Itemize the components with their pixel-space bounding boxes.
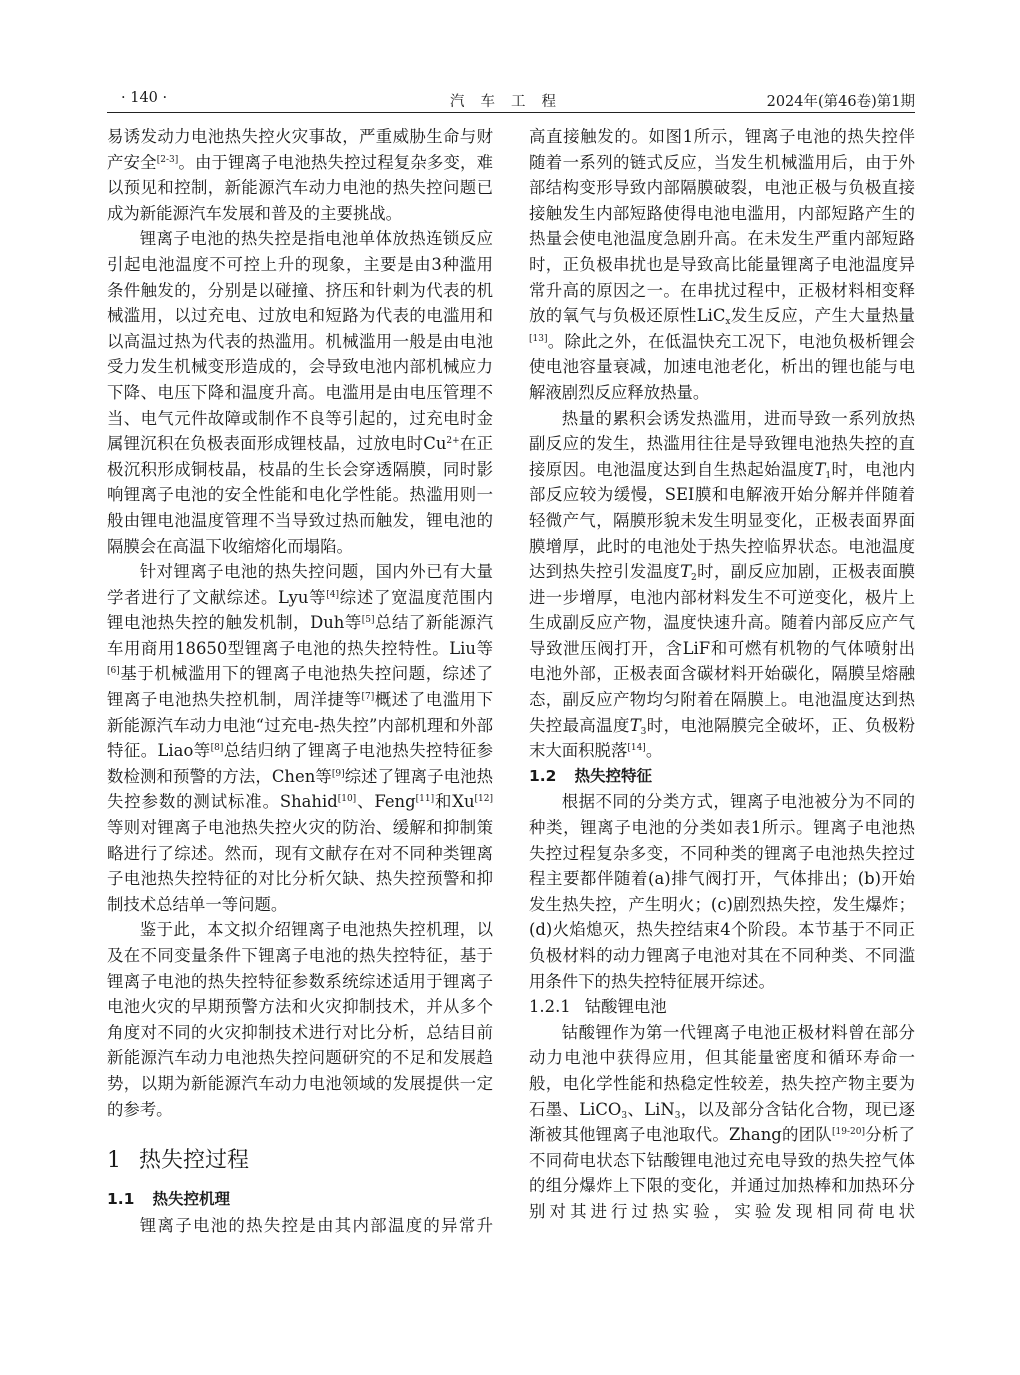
body-paragraph — [107, 917, 493, 1122]
heading-title: 钴酸锂电池 — [584, 997, 667, 1017]
text-run: ，以及部分含钴化合物，现已逐渐被其他锂离子电池取代。Zhang的团队 — [529, 1099, 916, 1145]
heading-title: 热失控过程 — [139, 1148, 250, 1174]
superscript: [14] — [627, 743, 646, 754]
text-run: 时，电池隔膜完全破坏，正、负极粉末大面积脱落 — [529, 715, 916, 761]
superscript: [4] — [326, 589, 340, 600]
text-run: 发生反应，产生大量热量 — [730, 306, 915, 326]
body-paragraph — [529, 124, 915, 406]
heading-title: 热失控机理 — [152, 1190, 230, 1209]
heading-title: 热失控特征 — [574, 766, 652, 785]
right-column — [529, 124, 915, 1225]
text-run: 、LiN — [627, 1099, 675, 1119]
text-run: 。由于锂离子电池热失控过程复杂多变，难以预见和控制，新能源汽车动力电池的热失控问题已成为新能源汽车发展和普及的主要挑战。 — [107, 152, 493, 223]
text-run: 概述了电滥用下新能源汽车动力电池“过充电-热失控”内部机理和外部特征。Liao等 — [107, 690, 494, 761]
superscript: [8] — [210, 743, 224, 754]
text-run: 分析了不同荷电状态下钴酸锂电池过充电导致的热失控气体的组分爆炸上下限的变化，并通过加热棒和加热环分别对其进行过热实验，实验发现相同荷电状 — [529, 1125, 916, 1221]
text-run: 综述了宽温度范围内锂电池热失控的触发机制，Duh等 — [107, 587, 493, 633]
body-paragraph — [529, 406, 915, 764]
section-heading — [107, 1148, 493, 1174]
text-run: 热量的累积会诱发热滥用，进而导致一系列放热副反应的发生，热滥用往往是导致锂电池热失控的直接原因。电池温度达到自生热起始温度 — [529, 408, 915, 479]
italic-symbol: T — [814, 459, 826, 479]
text-run: 、Feng — [356, 792, 416, 812]
text-run: 。除此之外，在低温快充工况下，电池负极析锂会使电池容量衰减，加速电池老化，析出的锂也能与电解液剧烈反应释放热量。 — [529, 331, 915, 402]
text-run: 锂离子电池的热失控是由其内部温度的异常升 — [139, 1215, 493, 1235]
superscript: [5] — [361, 615, 375, 626]
text-run: 时，副反应加剧，正极表面膜进一步增厚，电池内部材料发生不可逆变化，极片上生成副反应产物，温度快速升高。随着内部反应产气导致泄压阀打开，含LiF和可燃有机物的气体喷射出电池外部，正极表面含碳材料开始碳化，隔膜呈熔融态，副反应产物均匀附着在隔膜上。电池温度达到热失控最高温度 — [529, 562, 916, 735]
running-header — [107, 88, 915, 112]
text-run: 基于机械滥用下的锂离子电池热失控问题，综述了锂离子电池热失控机制，周洋捷等 — [107, 664, 493, 710]
body-paragraph — [529, 789, 915, 994]
superscript: [13] — [529, 333, 548, 344]
text-run: 钴酸锂作为第一代锂离子电池正极材料曾在部分动力电池中获得应用，但其能量密度和循环寿命一般，电化学性能和热稳定性较差，热失控产物主要为石墨、LiCO — [529, 1022, 915, 1119]
text-run: 高直接触发的。如图1所示，锂离子电池的热失控伴随着一系列的链式反应，当发生机械滥用后，由于外部结构变形导致内部隔膜破裂，电池正极与负极直接接触发生内部短路使得电池电滥用，内部短路产生的热量会使电池温度急剧升高。在未发生严重内部短路时，正负极串扰也是导致高比能量锂离子电池温度异常升高的原因之一。在串扰过程中，正极材料相变释放的氧气与负极还原性LiC — [529, 127, 915, 326]
superscript: [7] — [361, 692, 375, 703]
heading-number: 1.1 — [107, 1190, 135, 1209]
subscript: x — [725, 317, 731, 328]
text-run: 时，电池内部反应较为缓慢，SEI膜和电解液开始分解并伴随着轻微产气，隔膜形貌未发生明显变化，正极表面界面膜增厚，此时的电池处于热失控临界状态。电池温度达到热失控引发温度 — [529, 459, 916, 582]
text-run: 和Xu — [434, 792, 475, 812]
subsection-heading — [107, 1187, 493, 1213]
superscript: [11] — [415, 794, 435, 805]
journal-name: 汽车工程 — [450, 94, 572, 110]
text-run: 总结归纳了锂离子电池热失控特征参数检测和预警的方法，Chen等 — [107, 741, 493, 786]
text-run: 针对锂离子电池的热失控问题，国内外已有大量学者进行了文献综述。Lyu等 — [107, 562, 493, 607]
text-run: 在正极沉积形成铜枝晶，枝晶的生长会穿透隔膜，同时影响锂离子电池的安全性能和电化学性能。热滥用则一般由锂电池温度管理不当导致过热而触发，锂电池的隔膜会在高温下收缩熔化而塌陷。 — [107, 434, 493, 556]
text-run: 根据不同的分类方式，锂离子电池被分为不同的种类，锂离子电池的分类如表1所示。锂离子电池热失控过程复杂多变，不同种类的锂离子电池热失控过程主要都伴随着(a)排气阀打开，气体排出；(b)开始发生热失控，产生明火；(c)剧烈热失控，发生爆炸；(d)火焰熄灭，热失控结束4个阶段。本节基于不同正负极材料的动力锂离子电池对其在不同种类、不同滥用条件下的热失控特征展开综述。 — [529, 792, 915, 991]
superscript: [2-3] — [156, 154, 179, 165]
superscript: [9] — [331, 768, 345, 779]
text-run: 综述了锂离子电池热失控参数的测试标准。Shahid — [107, 766, 493, 812]
page-number: · 140 · — [121, 90, 168, 106]
superscript: [10] — [337, 794, 357, 805]
body-paragraph — [107, 124, 493, 226]
body-paragraph — [107, 226, 493, 559]
body-paragraph — [107, 1213, 493, 1239]
superscript: [12] — [474, 794, 493, 805]
superscript: 2+ — [446, 436, 460, 447]
subsection-heading — [529, 994, 915, 1020]
text-run: 等则对锂离子电池热失控火灾的防治、缓解和抑制策略进行了综述。然而，现有文献存在对不同种类锂离子电池热失控特征的对比分析欠缺、热失控预警和抑制技术总结单一等问题。 — [107, 818, 493, 914]
superscript: [19-20] — [832, 1127, 866, 1138]
header-rule — [107, 112, 915, 113]
italic-symbol: T — [629, 715, 641, 735]
subscript: 2 — [691, 573, 697, 584]
text-run: 。 — [645, 741, 663, 761]
subscript: 3 — [621, 1110, 628, 1121]
left-column — [107, 124, 493, 1238]
heading-number: 1.2 — [529, 766, 557, 785]
issue-info: 2024年(第46卷)第1期 — [766, 94, 915, 110]
heading-number: 1.2.1 — [529, 997, 571, 1017]
text-run: 易诱发动力电池热失控火灾事故，严重威胁生命与财产安全 — [107, 127, 493, 172]
text-run: 锂离子电池的热失控是指电池单体放热连锁反应引起电池温度不可控上升的现象，主要是由3种滥用条件触发的，分别是以碰撞、挤压和针刺为代表的机械滥用，以过充电、过放电和短路为代表的电滥用和以高温过热为代表的热滥用。机械滥用一般是由电池受力发生机械变形造成的，会导致电池内部机械应力下降、电压下降和温度升高。电滥用是由电压管理不当、电气元件故障或制作不良等引起的，过充电时金属锂沉积在负极表面形成锂枝晶，过放电时Cu — [107, 229, 493, 454]
subscript: 3 — [640, 726, 647, 737]
text-run: 鉴于此，本文拟介绍锂离子电池热失控机理，以及在不同变量条件下锂离子电池的热失控特征，基于锂离子电池的热失控特征参数系统综述适用于锂离子电池火灾的早期预警方法和火灾抑制技术，并从多个角度对不同的火灾抑制技术进行对比分析，总结目前新能源汽车动力电池热失控问题研究的不足和发展趋势，以期为新能源汽车动力电池领域的发展提供一定的参考。 — [107, 920, 493, 1119]
subscript: 1 — [825, 470, 832, 481]
body-paragraph — [107, 559, 493, 917]
body-paragraph — [529, 1020, 915, 1225]
italic-symbol: T — [680, 562, 692, 582]
subscript: 3 — [674, 1110, 681, 1121]
text-run: 总结了新能源汽车用商用18650型锂离子电池的热失控特性。Liu等 — [107, 613, 493, 658]
heading-number: 1 — [107, 1148, 121, 1174]
superscript: [6] — [107, 666, 120, 677]
subsection-heading — [529, 764, 915, 790]
